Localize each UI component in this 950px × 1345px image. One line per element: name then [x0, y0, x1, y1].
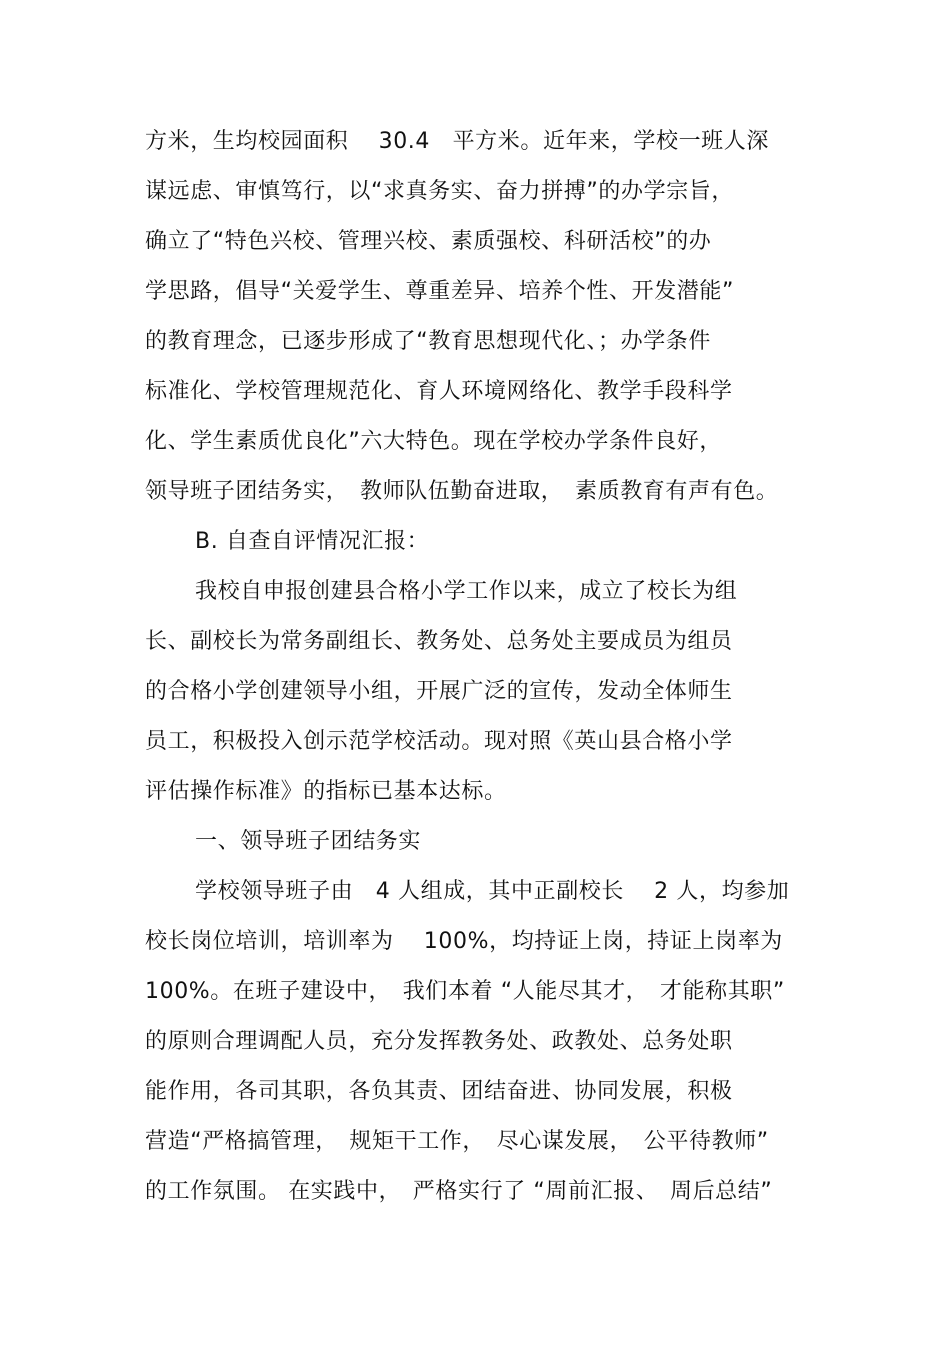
text-line: 的原则合理调配人员，充分发挥教务处、政教处、总务处职 — [145, 1029, 733, 1054]
paragraph-first-line: 我校自申报创建县合格小学工作以来，成立了校长为组 — [195, 579, 738, 604]
text-line: 的合格小学创建领导小组，开展广泛的宣传，发动全体师生 — [145, 679, 733, 704]
text-line: 学思路，倡导“关爱学生、尊重差异、培养个性、开发潜能” — [145, 279, 734, 304]
text-line: 长、副校长为常务副组长、教务处、总务处主要成员为组员 — [145, 629, 733, 654]
text-line: 评估操作标准》的指标已基本达标。 — [145, 779, 507, 804]
text-line: 校长岗位培训，培训率为 100%，均持证上岗，持证上岗率为 — [145, 929, 783, 954]
text-line: 员工，积极投入创示范学校活动。现对照《英山县合格小学 — [145, 729, 733, 754]
text-line: 谋远虑、审慎笃行，以“求真务实、奋力拼搏”的办学宗旨， — [145, 179, 734, 204]
text-line: 100%。在班子建设中， 我们本着 “人能尽其才， 才能称其职” — [145, 979, 785, 1004]
paragraph-first-line: 学校领导班子由 4 人组成，其中正副校长 2 人，均参加 — [195, 879, 790, 904]
text-line: 领导班子团结务实， 教师队伍勤奋进取， 素质教育有声有色。 — [145, 479, 779, 504]
text-line: 的工作氛围。 在实践中， 严格实行了 “周前汇报、 周后总结” — [145, 1179, 773, 1204]
text-line: 的教育理念，已逐步形成了“教育思想现代化、；办学条件 — [145, 329, 711, 354]
text-line: 化、学生素质优良化”六大特色。现在学校办学条件良好， — [145, 429, 722, 454]
text-line: 方米，生均校园面积 30.4 平方米。近年来，学校一班人深 — [145, 129, 769, 154]
text-line: 能作用，各司其职，各负其责、团结奋进、协同发展，积极 — [145, 1079, 733, 1104]
section-heading: B. 自查自评情况汇报： — [195, 529, 430, 554]
text-line: 确立了“特色兴校、管理兴校、素质强校、科研活校”的办 — [145, 229, 712, 254]
text-line: 营造“严格搞管理， 规矩干工作， 尽心谋发展， 公平待教师” — [145, 1129, 769, 1154]
text-line: 标准化、学校管理规范化、育人环境网络化、教学手段科学 — [145, 379, 733, 404]
section-heading: 一、领导班子团结务实 — [195, 829, 422, 854]
